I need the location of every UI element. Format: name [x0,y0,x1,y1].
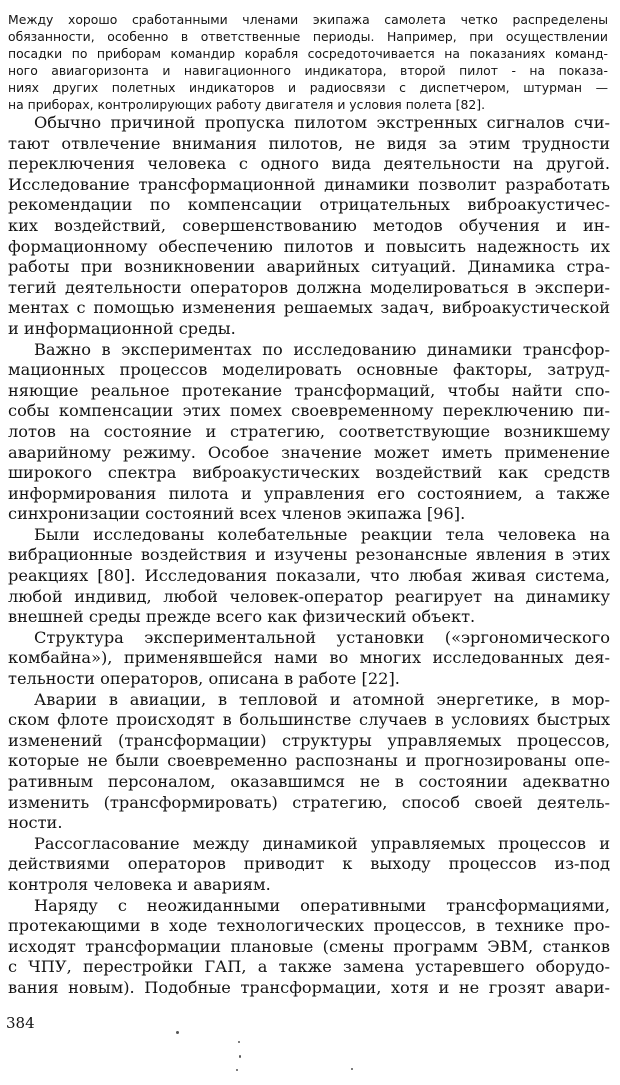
text-line: Важно в экспериментах по исследованию динамики трансфор- [34,339,610,359]
text-line: ском флоте происходят в большинстве случаев в условиях быстрых [8,710,610,730]
text-line: мационных процессов моделировать основные факторы, затруд- [8,360,610,380]
intro-line: на приборах, контролирующих работу двигателя и условия полета [82]. [8,96,486,112]
text-line: реакциях [80]. Исследования показали, что любая живая система, [8,566,610,586]
paragraph-3 [8,525,610,628]
text-line: тают отвлечение внимания пилотов, не видя за этим трудности [8,133,610,153]
text-line: Рассогласование между динамикой управляемых процессов и [34,833,610,853]
text-line: аварийному режиму. Особое значение может иметь применение [8,442,610,462]
text-line: Исследование трансформационной динамики позволит разработать [8,174,610,194]
text-line: тельности операторов, описана в работе [22]. [8,669,400,689]
paragraph-1 [8,113,610,340]
page-number: 384 [6,1014,35,1032]
scan-speck [176,1031,179,1034]
intro-line: обязанности, особенно в ответственные периоды. Например, при осуществлении [8,28,608,44]
text-line: ративным персоналом, оказавшимся не в состоянии адекватно [8,772,610,791]
text-line: Структура экспериментальной установки («эргономического [34,627,610,647]
paragraph-6 [8,834,610,896]
text-line: комбайна»), применявшейся нами во многих исследованных дея- [8,648,610,668]
text-line: и информационной среды. [8,318,236,338]
text-line: контроля человека и авариям. [8,874,271,894]
text-line: формационному обеспечению пилотов и повысить надежность их [8,236,610,256]
text-line: ментах с помощью изменения решаемых задач, виброакустической [8,298,610,318]
text-line: переключения человека с одного вида деятельности на другой. [8,154,610,174]
scan-speck [351,1068,353,1070]
text-line: тегий деятельности операторов должна моделироваться в экспери- [8,277,610,297]
scan-speck [238,1041,240,1043]
text-line: вибрационные воздействия и изучены резонансные явления в этих [8,545,610,565]
intro-line: Между хорошо сработанными членами экипажа самолета четко распределены [8,12,608,27]
scan-speck [236,1069,238,1071]
intro-small-print [8,12,608,113]
text-line: действиями операторов приводит к выходу процессов из-под [8,854,610,874]
text-line: ких воздействий, совершенствованию методов обучения и ин- [8,215,610,235]
paragraph-5 [8,690,610,834]
text-line: информирования пилота и управления его состоянием, а также [8,483,610,503]
text-line: протекающими в ходе технологических процессов, в технике про- [8,916,610,936]
text-line: Были исследованы колебательные реакции тела человека на [34,524,610,544]
paragraph-2 [8,340,610,525]
intro-line: ного авиагоризонта и навигационного индикатора, второй пилот - на показа- [8,62,608,78]
text-line: широкого спектра виброакустических воздействий как средств [8,463,610,483]
text-line: работы при возникновении аварийных ситуаций. Динамика стра- [8,257,611,277]
text-line: собы компенсации этих помех своевременному переключению пи- [8,401,610,421]
text-line: рекомендации по компенсации отрицательных виброакустичес- [8,195,610,215]
intro-line: посадки по приборам командир корабля сосредоточивается на показаниях команд- [8,45,608,61]
paragraph-7 [8,896,610,999]
intro-line: ниях других полетных индикаторов и радиосвязи с диспетчером, штурман — [8,79,608,95]
text-line: внешней среды прежде всего как физический объект. [8,607,476,627]
main-text [8,113,610,999]
text-line: изменений (трансформации) структуры управляемых процессов, [8,730,610,750]
text-line: изменить (трансформировать) стратегию, способ своей деятель- [8,792,610,812]
text-line: няющие реальное протекание трансформаций, чтобы найти спо- [8,380,610,400]
text-line: которые не были своевременно распознаны и прогнозированы опе- [8,751,610,771]
text-line: Наряду с неожиданными оперативными трансформациями, [34,895,610,915]
text-line: лотов на состояние и стратегию, соответствующие возникшему [8,421,610,441]
paragraph-4 [8,628,610,690]
text-line: любой индивид, любой человек-оператор реагирует на динамику [8,586,610,606]
text-line: ности. [8,813,63,833]
scan-speck [239,1055,241,1058]
text-line: исходят трансформации плановые (смены программ ЭВМ, станков [8,936,611,956]
text-line: с ЧПУ, перестройки ГАП, а также замена устаревшего оборудо- [8,957,610,977]
text-line: Обычно причиной пропуска пилотом экстренных сигналов счи- [34,113,610,132]
text-line: синхронизации состояний всех членов экипажа [96]. [8,504,466,524]
text-line: Аварии в авиации, в тепловой и атомной энергетике, в мор- [34,689,610,709]
text-line: вания новым). Подобные трансформации, хотя и не грозят авари- [8,977,610,997]
